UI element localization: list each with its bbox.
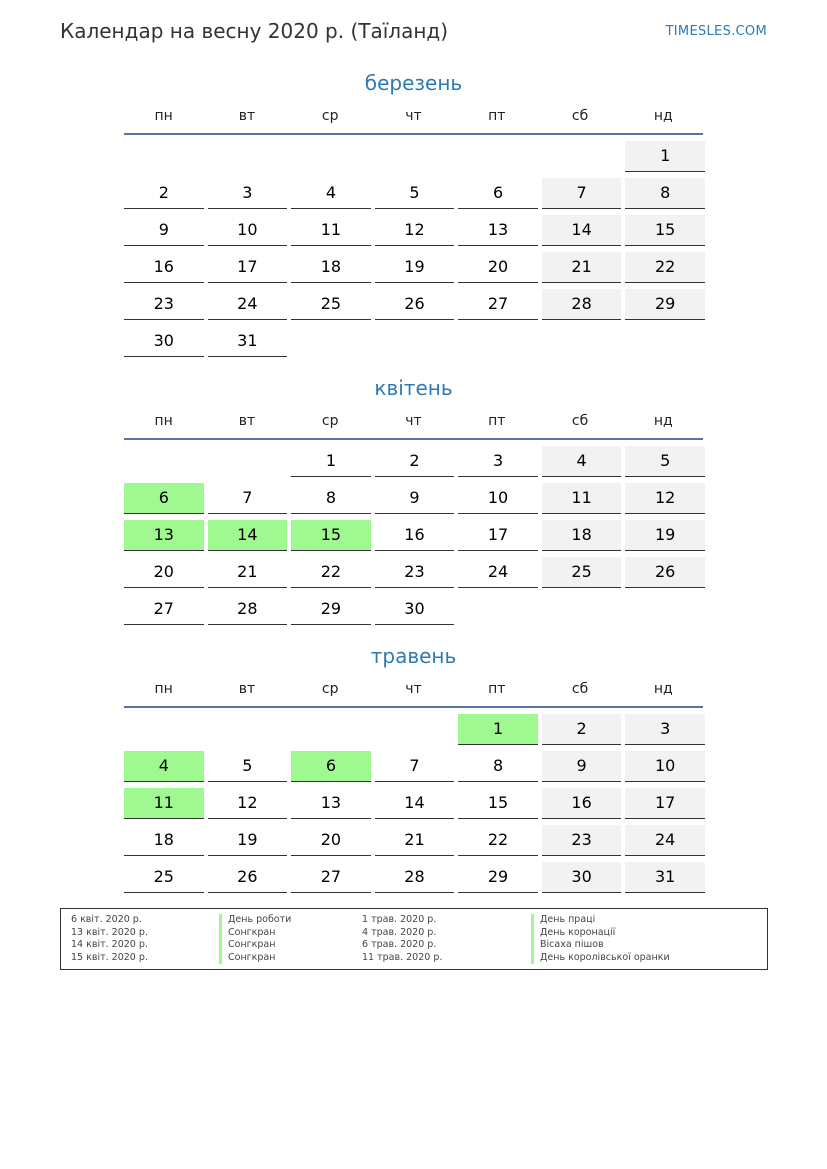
weekday-label: вт	[238, 108, 256, 124]
day-cell: 4	[542, 446, 622, 477]
day-cell: 30	[542, 862, 622, 893]
day-cell: 21	[542, 252, 622, 283]
weekday-label: ср	[321, 681, 339, 697]
weekday-label: нд	[653, 681, 673, 697]
day-cell: 9	[124, 215, 204, 246]
day-cell: 14	[542, 215, 622, 246]
day-cell: 7	[375, 751, 455, 782]
day-cell: 1	[625, 141, 705, 172]
day-cell: 27	[291, 862, 371, 893]
empty-cell	[124, 141, 204, 171]
day-cell: 16	[375, 520, 455, 551]
day-cell: 9	[542, 751, 622, 782]
holiday-day-cell: 13	[124, 520, 204, 551]
day-cell: 21	[208, 557, 288, 588]
empty-cell	[208, 446, 288, 476]
empty-cell	[208, 141, 288, 171]
day-cell: 8	[458, 751, 538, 782]
weekday-label: пт	[488, 108, 506, 124]
legend-holiday-name: День королівської оранки	[531, 952, 670, 965]
day-cell: 18	[291, 252, 371, 283]
day-cell: 10	[458, 483, 538, 514]
day-cell: 25	[542, 557, 622, 588]
day-cell: 8	[291, 483, 371, 514]
empty-cell	[291, 714, 371, 744]
holiday-day-cell: 1	[458, 714, 538, 745]
day-cell: 21	[375, 825, 455, 856]
holiday-day-cell: 6	[291, 751, 371, 782]
day-cell: 12	[208, 788, 288, 819]
day-cell: 17	[458, 520, 538, 551]
month-may	[124, 641, 703, 893]
days-grid	[124, 141, 703, 357]
day-cell: 19	[625, 520, 705, 551]
legend-date: 6 квіт. 2020 р.	[71, 914, 142, 925]
day-cell: 24	[208, 289, 288, 320]
day-cell: 3	[208, 178, 288, 209]
weekday-label: чт	[405, 681, 422, 697]
empty-cell	[208, 714, 288, 744]
day-cell: 24	[458, 557, 538, 588]
day-cell: 30	[124, 326, 204, 357]
day-cell: 11	[542, 483, 622, 514]
holiday-day-cell: 14	[208, 520, 288, 551]
day-cell: 13	[291, 788, 371, 819]
weekday-label: сб	[571, 413, 589, 429]
days-grid	[124, 446, 703, 625]
legend-holiday-name: День праці	[531, 914, 595, 927]
day-cell: 8	[625, 178, 705, 209]
day-cell: 2	[124, 178, 204, 209]
legend-date: 14 квіт. 2020 р.	[71, 939, 148, 950]
day-cell: 20	[291, 825, 371, 856]
day-cell: 13	[458, 215, 538, 246]
day-cell: 26	[208, 862, 288, 893]
day-cell: 28	[375, 862, 455, 893]
legend-holiday-name: Сонгкран	[219, 927, 275, 940]
legend-holiday-name: Вісаха пішов	[531, 939, 604, 952]
weekday-label: сб	[571, 681, 589, 697]
day-cell: 7	[208, 483, 288, 514]
legend-date: 11 трав. 2020 р.	[362, 951, 443, 963]
day-cell: 19	[375, 252, 455, 283]
holiday-day-cell: 6	[124, 483, 204, 514]
day-cell: 29	[291, 594, 371, 625]
weekday-label: сб	[571, 108, 589, 124]
legend-holiday-name: День роботи	[219, 914, 291, 927]
day-cell: 3	[625, 714, 705, 745]
day-cell: 20	[124, 557, 204, 588]
month-march	[124, 68, 703, 357]
empty-cell	[124, 714, 204, 744]
day-cell: 25	[124, 862, 204, 893]
day-cell: 26	[375, 289, 455, 320]
month-name: квітень	[374, 376, 453, 400]
day-cell: 15	[625, 215, 705, 246]
day-cell: 12	[625, 483, 705, 514]
day-cell: 3	[458, 446, 538, 477]
empty-cell	[124, 446, 204, 476]
day-cell: 22	[458, 825, 538, 856]
month-april	[124, 373, 703, 625]
day-cell: 29	[458, 862, 538, 893]
day-cell: 2	[375, 446, 455, 477]
weekday-label: пт	[488, 413, 506, 429]
day-cell: 30	[375, 594, 455, 625]
day-cell: 22	[625, 252, 705, 283]
legend-date: 6 трав. 2020 р.	[362, 939, 437, 950]
weekday-label: нд	[653, 413, 673, 429]
day-cell: 7	[542, 178, 622, 209]
legend-date: 1 трав. 2020 р.	[362, 914, 437, 925]
day-cell: 25	[291, 289, 371, 320]
day-cell: 22	[291, 557, 371, 588]
holiday-day-cell: 15	[291, 520, 371, 551]
weekday-label: вт	[238, 413, 256, 429]
day-cell: 9	[375, 483, 455, 514]
day-cell: 18	[542, 520, 622, 551]
weekday-label: чт	[405, 413, 422, 429]
day-cell: 28	[542, 289, 622, 320]
day-cell: 23	[542, 825, 622, 856]
days-grid	[124, 714, 703, 893]
day-cell: 23	[375, 557, 455, 588]
day-cell: 10	[208, 215, 288, 246]
weekday-label: пн	[154, 681, 173, 697]
day-cell: 23	[124, 289, 204, 320]
day-cell: 27	[458, 289, 538, 320]
holiday-day-cell: 11	[124, 788, 204, 819]
day-cell: 10	[625, 751, 705, 782]
holiday-legend	[60, 908, 768, 970]
weekday-label: чт	[405, 108, 422, 124]
day-cell: 29	[625, 289, 705, 320]
site-logo-link[interactable]: TIMESLES.COM	[665, 24, 767, 39]
day-cell: 17	[208, 252, 288, 283]
empty-cell	[458, 141, 538, 171]
empty-cell	[375, 714, 455, 744]
day-cell: 16	[542, 788, 622, 819]
day-cell: 28	[208, 594, 288, 625]
weekday-label: ср	[321, 108, 339, 124]
day-cell: 24	[625, 825, 705, 856]
empty-cell	[542, 141, 622, 171]
legend-holiday-name: Сонгкран	[219, 939, 275, 952]
legend-date: 13 квіт. 2020 р.	[71, 926, 148, 938]
month-name: березень	[364, 71, 463, 95]
day-cell: 31	[208, 326, 288, 357]
legend-holiday-name: Сонгкран	[219, 952, 275, 965]
month-name: травень	[370, 644, 457, 668]
day-cell: 14	[375, 788, 455, 819]
day-cell: 26	[625, 557, 705, 588]
weekday-label: пн	[154, 413, 173, 429]
empty-cell	[375, 141, 455, 171]
weekday-header	[124, 413, 703, 435]
day-cell: 20	[458, 252, 538, 283]
weekday-label: ср	[321, 413, 339, 429]
day-cell: 5	[375, 178, 455, 209]
empty-cell	[291, 141, 371, 171]
legend-date: 4 трав. 2020 р.	[362, 926, 437, 938]
day-cell: 19	[208, 825, 288, 856]
holiday-day-cell: 4	[124, 751, 204, 782]
day-cell: 1	[291, 446, 371, 477]
day-cell: 18	[124, 825, 204, 856]
day-cell: 2	[542, 714, 622, 745]
day-cell: 5	[625, 446, 705, 477]
weekday-label: нд	[653, 108, 673, 124]
day-cell: 27	[124, 594, 204, 625]
day-cell: 15	[458, 788, 538, 819]
day-cell: 31	[625, 862, 705, 893]
day-cell: 4	[291, 178, 371, 209]
day-cell: 17	[625, 788, 705, 819]
weekday-label: пн	[154, 108, 173, 124]
day-cell: 11	[291, 215, 371, 246]
day-cell: 6	[458, 178, 538, 209]
day-cell: 5	[208, 751, 288, 782]
header-divider	[124, 133, 703, 135]
header-divider	[124, 706, 703, 708]
weekday-label: вт	[238, 681, 256, 697]
weekday-header	[124, 681, 703, 703]
weekday-header	[124, 108, 703, 130]
day-cell: 16	[124, 252, 204, 283]
page-title: Календар на весну 2020 р. (Таїланд)	[60, 19, 449, 43]
legend-holiday-name: День коронації	[531, 927, 615, 940]
legend-date: 15 квіт. 2020 р.	[71, 951, 148, 963]
header-divider	[124, 438, 703, 440]
day-cell: 12	[375, 215, 455, 246]
weekday-label: пт	[488, 681, 506, 697]
